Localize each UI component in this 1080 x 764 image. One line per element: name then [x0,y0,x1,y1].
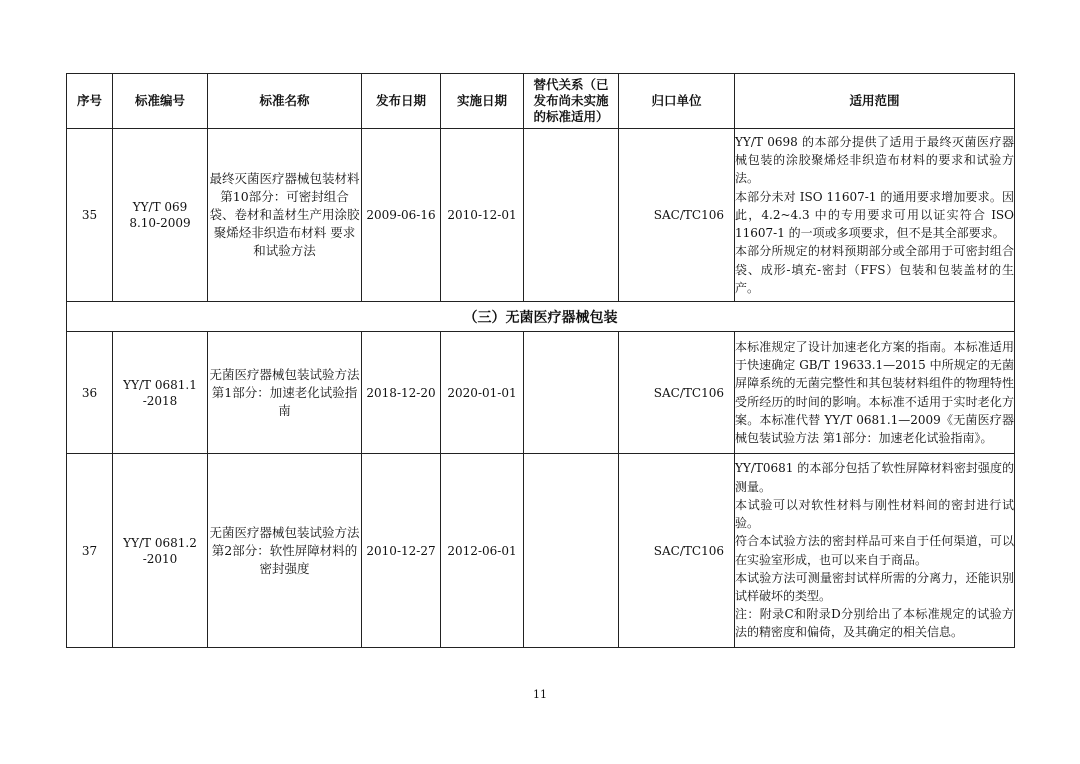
page-number: 11 [533,688,547,701]
header-no: 序号 [67,74,113,129]
cell-replacement [524,129,619,302]
cell-effective-date: 2010-12-01 [441,129,524,302]
cell-effective-date: 2020-01-01 [441,332,524,454]
cell-replacement [524,332,619,454]
table-row [67,332,1015,454]
cell-publish-date: 2010-12-27 [362,454,441,648]
section-row [67,302,1015,332]
scope-paragraph: 本试验可以对软性材料与刚性材料间的密封进行试验。 [735,497,1014,531]
cell-name: 无菌医疗器械包装试验方法 第2部分：软性屏障材料的密封强度 [208,454,362,648]
cell-publish-date: 2009-06-16 [362,129,441,302]
table-row [67,129,1015,302]
cell-code: YY/T 0681.2-2010 [113,454,208,648]
cell-scope [735,129,1015,302]
header-name: 标准名称 [208,74,362,129]
standards-table [66,73,1015,648]
header-code: 标准编号 [113,74,208,129]
cell-name: 最终灭菌医疗器械包装材料 第10部分：可密封组合袋、卷材和盖材生产用涂胶聚烯烃非织造布材料 要求和试验方法 [208,129,362,302]
scope-paragraph: 本部分所规定的材料预期部分或全部用于可密封组合袋、成形-填充-密封（FFS）包装和包装盖材的生产。 [735,244,1014,295]
header-scope: 适用范围 [735,74,1015,129]
scope-paragraph: YY/T 0698 的本部分提供了适用于最终灭菌医疗器械包装的涂胶聚烯烃非织造布材料的要求和试验方法。 [735,135,1014,186]
header-effective-date: 实施日期 [441,74,524,129]
cell-unit: SAC/TC106 [619,332,735,454]
scope-paragraph: YY/T0681 的本部分包括了软性屏障材料密封强度的测量。 [735,461,1014,494]
cell-replacement [524,454,619,648]
section-title: （三）无菌医疗器械包装 [67,302,1015,332]
scope-paragraph: 本试验方法可测量密封试样所需的分离力，还能识别试样破坏的类型。 [735,570,1014,603]
cell-no: 36 [67,332,113,454]
scope-paragraph: 本部分未对 ISO 11607-1 的通用要求增加要求。因此，4.2~4.3 中的专用要求可用以证实符合 ISO 11607-1 的一项或多项要求，但不是其全部要求。 [735,189,1014,241]
cell-no: 35 [67,129,113,302]
cell-scope [735,454,1015,648]
header-unit: 归口单位 [619,74,735,129]
table-row [67,454,1015,648]
cell-publish-date: 2018-12-20 [362,332,441,454]
cell-name: 无菌医疗器械包装试验方法 第1部分：加速老化试验指南 [208,332,362,454]
scope-paragraph: 注：附录C和附录D分别给出了本标准规定的试验方法的精密度和偏倚，及其确定的相关信息。 [735,607,1014,640]
scope-paragraph: 符合本试验方法的密封样品可来自于任何渠道，可以在实验室形成，也可以来自于商品。 [735,534,1014,567]
table-header-row [67,74,1015,129]
cell-code: YY/T 0681.1-2018 [113,332,208,454]
cell-effective-date: 2012-06-01 [441,454,524,648]
cell-unit: SAC/TC106 [619,454,735,648]
cell-unit: SAC/TC106 [619,129,735,302]
scope-paragraph: 本标准规定了设计加速老化方案的指南。本标准适用于快速确定 GB/T 19633.1—2015 中所规定的无菌屏障系统的无菌完整性和其包装材料组件的物理特性受所经历的时间的影响。本标准不适用于实时老化方案。本标准代替 YY/T 0681.1—2009《无菌医疗器械包装试验方法 第1部分：加速老化试验指南》。 [735,339,1014,445]
header-publish-date: 发布日期 [362,74,441,129]
cell-no: 37 [67,454,113,648]
cell-scope [735,332,1015,454]
cell-code: YY/T 0698.10-2009 [113,129,208,302]
header-replacement: 替代关系（已发布尚未实施的标准适用） [524,74,619,129]
